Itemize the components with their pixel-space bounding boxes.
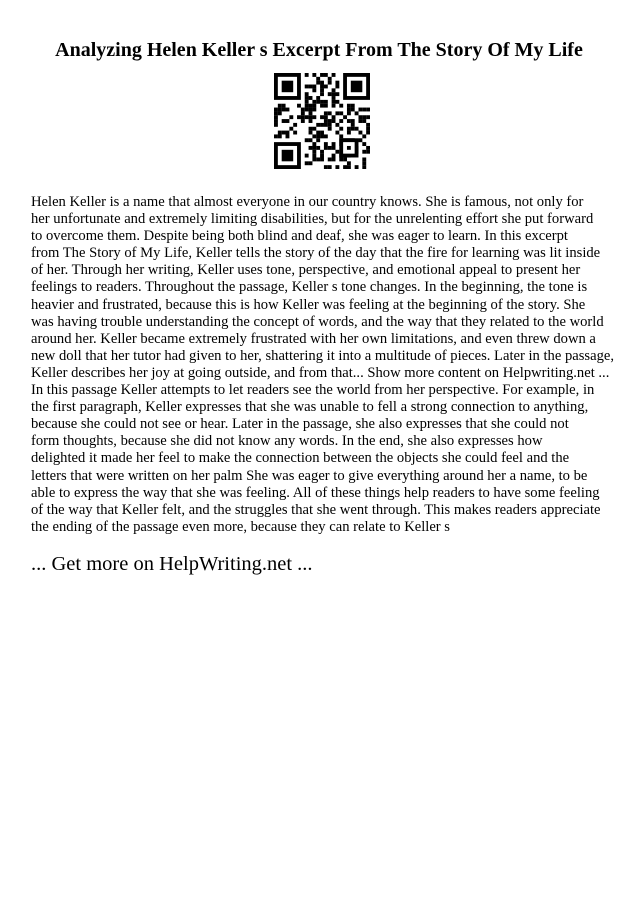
body-line: feelings to readers. Throughout the passage, Keller s tone changes. In the beginning, the tone is [31, 279, 588, 296]
get-more-link[interactable]: ... Get more on HelpWriting.net ... [31, 553, 313, 575]
body-line: letters that were written on her palm She was eager to give everything around her a name, to be [31, 467, 588, 484]
body-line: Helen Keller is a name that almost everyone in our country knows. She is famous, not only for [31, 194, 584, 210]
body-line: Keller describes her joy at going outside, and from that... Show more content on Helpwriting.net ... [31, 364, 610, 381]
body-paragraph [31, 194, 613, 536]
body-line: In this passage Keller attempts to let readers see the world from her perspective. For example, in [31, 382, 595, 399]
body-line: was having trouble understanding the concept of words, and the way that they related to the world [31, 313, 604, 330]
body-line: from The Story of My Life, Keller tells the story of the day that the fire for learning was lit inside [31, 245, 601, 262]
document-title: Analyzing Helen Keller s Excerpt From The Story Of My Life [55, 39, 583, 61]
body-line: around her. Keller became extremely frustrated with her own limitations, and even threw down a [31, 330, 596, 347]
body-line: able to express the way that she was feeling. All of these things help readers to have some feeling [31, 484, 600, 501]
body-line: form thoughts, because she did not know any words. In the end, she also expresses how [31, 433, 543, 450]
body-line: heavier and frustrated, because this is how Keller was feeling at the beginning of the story. She [31, 296, 586, 313]
body-line: because she could not see or hear. Later in the passage, she also expresses that she could not [31, 416, 569, 433]
qr-code-icon [274, 73, 370, 169]
body-line: the ending of the passage even more, because they can relate to Keller s [31, 518, 450, 535]
body-line: of the way that Keller felt, and the struggles that she went through. This makes readers appreciate [31, 501, 601, 518]
body-line: of her. Through her writing, Keller uses tone, perspective, and emotional appeal to present her [31, 262, 581, 279]
body-line: delighted it made her feel to make the connection between the objects she could feel and the [31, 450, 570, 467]
body-line: to overcome them. Despite being both blind and deaf, she was eager to learn. In this excerpt [31, 228, 568, 245]
body-line: her unfortunate and extremely limiting disabilities, but for the unrelenting effort she put forward [31, 211, 594, 228]
body-line: the first paragraph, Keller expresses that she was unable to fell a strong connection to anything, [31, 399, 589, 416]
body-line: new doll that her tutor had given to her, shattering it into a multitude of pieces. Later in the passage, [31, 347, 615, 364]
